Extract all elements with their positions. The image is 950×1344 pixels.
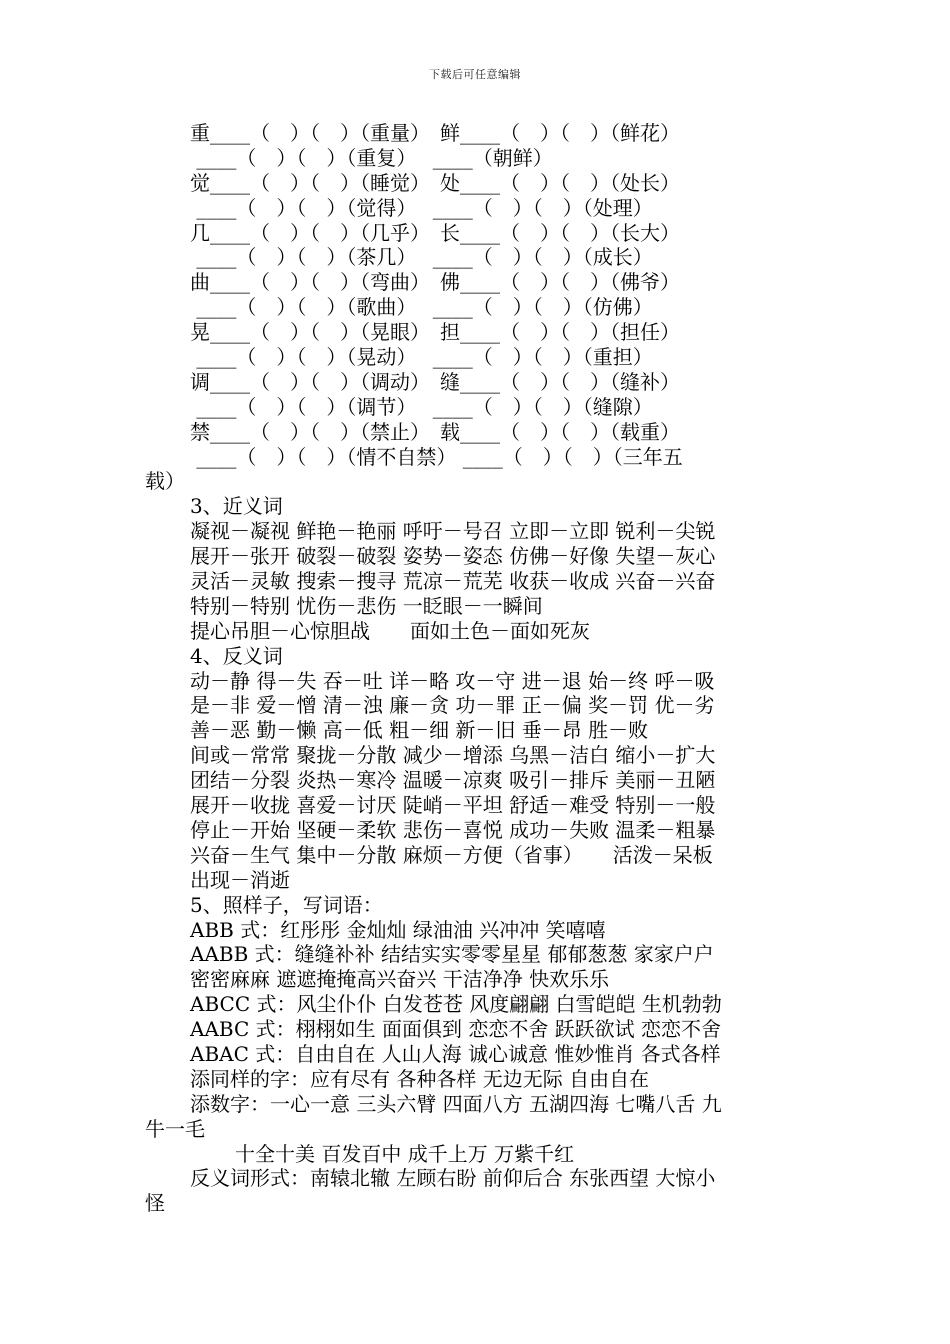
pattern-line-wrap: 牛一毛: [145, 1116, 205, 1141]
pattern-line: 十全十美 百发百中 成千上万 万紫千红: [235, 1141, 575, 1166]
synonym-line: 展开－张开 破裂－破裂 姿势－姿态 仿佛－好像 失望－灰心: [190, 544, 716, 569]
pattern-line: 添同样的字：应有尽有 各种各样 无边无际 自由自在: [190, 1066, 650, 1091]
pattern-line: AABB 式：缝缝补补 结结实实零零星星 郁郁葱葱 家家户户: [190, 942, 714, 967]
polyphone-line: 觉____（ ）（ ）（睡觉） 处____（ ）（ ）（处长）: [190, 170, 680, 195]
polyphone-line-wrap: 载）: [145, 469, 185, 494]
document-body: [145, 121, 810, 1216]
polyphone-line: ____（ ）（ ）（觉得） ____（ ）（ ）（处理）: [190, 195, 653, 220]
pattern-line: ABCC 式：风尘仆仆 白发苍苍 风度翩翩 白雪皑皑 生机勃勃: [190, 992, 722, 1017]
pattern-line: 反义词形式：南辕北辙 左顾右盼 前仰后合 东张西望 大惊小: [190, 1166, 716, 1191]
polyphone-line: 晃____（ ）（ ）（晃眼） 担____（ ）（ ）（担任）: [190, 320, 680, 345]
polyphone-line: ____（ ）（ ）（歌曲） ____（ ）（ ）（仿佛）: [190, 295, 653, 320]
antonym-line: 是－非 爱－憎 清－浊 廉－贪 功－罪 正－偏 奖－罚 优－劣: [190, 693, 715, 718]
polyphone-line: ____（ ）（ ）（茶几） ____（ ）（ ）（成长）: [190, 245, 653, 270]
synonyms-section: [145, 494, 810, 643]
synonym-line: 提心吊胆－心惊胆战 面如土色－面如死灰: [190, 618, 590, 643]
pattern-line: 密密麻麻 遮遮掩掩高兴奋兴 干洁净净 快欢乐乐: [190, 967, 610, 992]
antonym-line: 间或－常常 聚拢－分散 减少－增添 乌黑－洁白 缩小－扩大: [190, 743, 716, 768]
antonym-line: 善－恶 勤－懒 高－低 粗－细 新－旧 垂－昂 胜－败: [190, 718, 649, 743]
polyphone-line: 几____（ ）（ ）（几乎） 长____（ ）（ ）（长大）: [190, 220, 680, 245]
polyphone-line: ____（ ）（ ）（晃动） ____（ ）（ ）（重担）: [190, 345, 653, 370]
page-header: 下载后可任意编辑: [429, 68, 521, 81]
polyphone-line: 重____（ ）（ ）（重量） 鲜____（ ）（ ）（鲜花）: [190, 121, 680, 145]
antonyms-section: [145, 644, 810, 893]
section-title: 3、近义词: [190, 494, 283, 519]
section-title: 4、反义词: [190, 643, 283, 668]
pattern-line: ABAC 式：自由自在 人山人海 诚心诚意 惟妙惟肖 各式各样: [190, 1041, 721, 1066]
pattern-line: AABC 式：栩栩如生 面面俱到 恋恋不舍 跃跃欲试 恋恋不舍: [190, 1017, 722, 1042]
synonym-line: 特别－特别 忧伤－悲伤 一眨眼－一瞬间: [190, 593, 543, 618]
pattern-line: ABB 式：红彤彤 金灿灿 绿油油 兴冲冲 笑嘻嘻: [190, 917, 606, 942]
polyphone-line: ____（ ）（ ）（调节） ____（ ）（ ）（缝隙）: [190, 394, 653, 419]
antonym-line: 停止－开始 坚硬－柔软 悲伤－喜悦 成功－失败 温柔－粗暴: [190, 817, 716, 842]
pattern-line-wrap: 怪: [145, 1191, 165, 1216]
antonym-line: 展开－收拢 喜爱－讨厌 陡峭－平坦 舒适－难受 特别－一般: [190, 793, 716, 818]
polyphone-line: ____（ ）（ ）（重复） ____（朝鲜）: [190, 145, 553, 170]
synonym-line: 凝视－凝视 鲜艳－艳丽 呼吁－号召 立即－立即 锐利－尖锐: [190, 519, 716, 544]
polyphone-line: 调____（ ）（ ）（调动） 缝____（ ）（ ）（缝补）: [190, 369, 680, 394]
polyphone-section: [145, 121, 810, 494]
polyphone-line: 禁____（ ）（ ）（禁止） 载____（ ）（ ）（载重）: [190, 419, 680, 444]
antonym-line: 动－静 得－失 吞－吐 详－略 攻－守 进－退 始－终 呼－吸: [190, 668, 715, 693]
antonym-line: 出现－消逝: [190, 867, 290, 892]
pattern-line: 添数字：一心一意 三头六臂 四面八方 五湖四海 七嘴八舌 九: [190, 1091, 722, 1116]
section-title: 5、照样子，写词语：: [190, 892, 383, 917]
antonym-line: 团结－分裂 炎热－寒冷 温暖－凉爽 吸引－排斥 美丽－丑陋: [190, 768, 716, 793]
polyphone-line: ____（ ）（ ）（情不自禁） ____（ ）（ ）（三年五: [190, 444, 683, 469]
antonym-line: 兴奋－生气 集中－分散 麻烦－方便（省事） 活泼－呆板: [190, 842, 713, 867]
polyphone-line: 曲____（ ）（ ）（弯曲） 佛____（ ）（ ）（佛爷）: [190, 270, 680, 295]
patterns-section: [145, 893, 810, 1217]
synonym-line: 灵活－灵敏 搜索－搜寻 荒凉－荒芜 收获－收成 兴奋－兴奋: [190, 569, 716, 594]
